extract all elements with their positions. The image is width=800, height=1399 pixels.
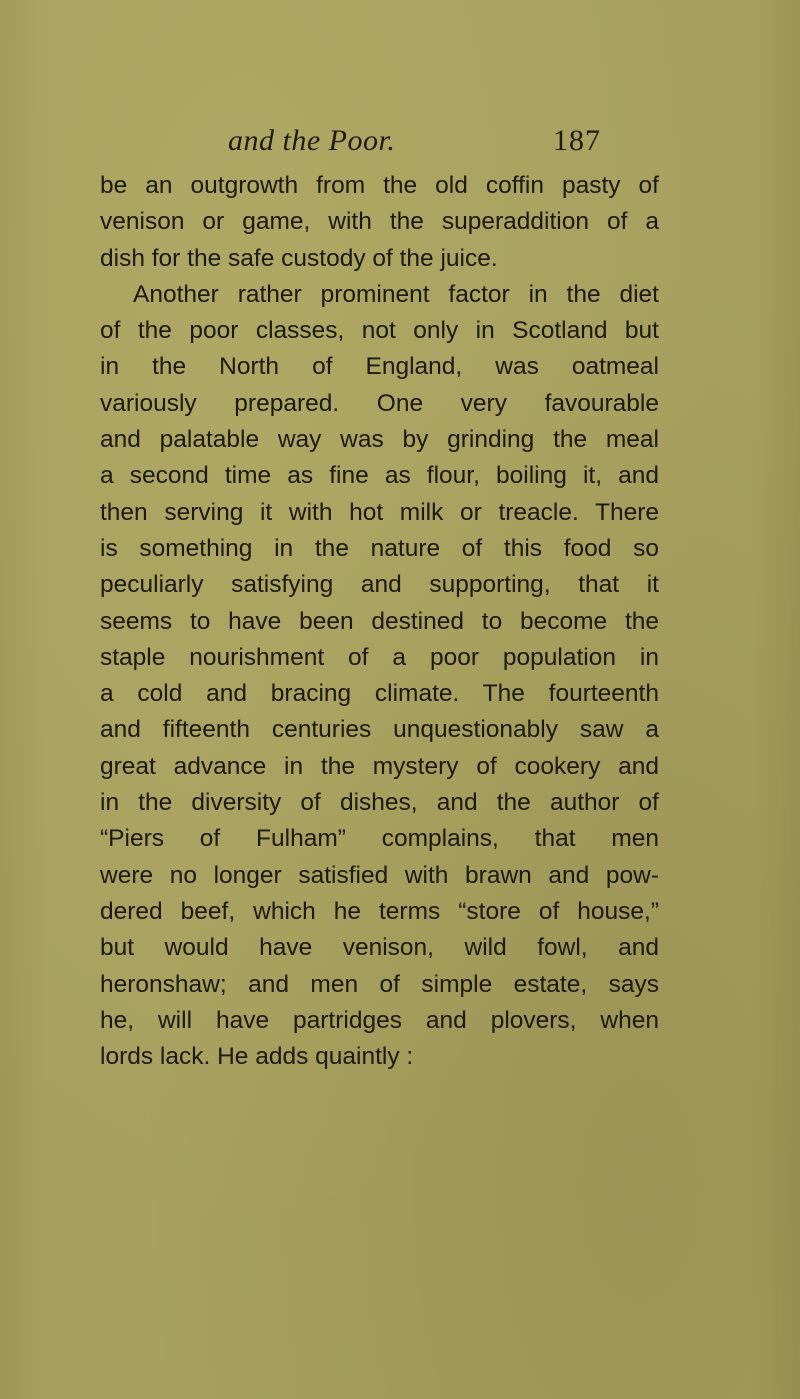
body-text [100,168,659,1075]
text-line: seems to have been destined to become the [100,607,659,635]
text-line: then serving it with hot milk or treacle. There [100,498,659,526]
text-line: in the North of England, was oatmeal [100,353,659,381]
text-line: of the poor classes, not only in Scotland but [100,317,659,345]
text-line: dered beef, which he terms “store of house,” [100,897,659,925]
text-line: in the diversity of dishes, and the author of [100,789,659,817]
page-number: 187 [553,124,601,157]
text-line: is something in the nature of this food so [100,534,659,562]
text-line: a second time as fine as flour, boiling it, and [100,462,659,490]
text-line: lords lack. He adds quaintly : [100,1043,414,1071]
text-line: heronshaw; and men of simple estate, says [100,970,659,998]
text-line: “Piers of Fulham” complains, that men [100,825,659,853]
text-line: were no longer satisfied with brawn and pow- [100,861,659,889]
text-line: a cold and bracing climate. The fourteenth [100,680,659,708]
running-head [0,118,800,162]
text-line: staple nourishment of a poor population in [100,643,659,671]
text-line: dish for the safe custody of the juice. [100,244,498,272]
text-line: he, will have partridges and plovers, when [100,1006,659,1034]
text-line: and palatable way was by grinding the meal [100,426,659,454]
text-line: peculiarly satisfying and supporting, that it [100,571,659,599]
text-line: be an outgrowth from the old coffin pasty of [100,172,659,199]
text-line: but would have venison, wild fowl, and [100,934,659,962]
text-line: Another rather prominent factor in the diet [133,280,659,308]
running-title: and the Poor. [228,124,396,157]
text-line: venison or game, with the superaddition of a [100,208,659,236]
text-line: great advance in the mystery of cookery and [100,752,659,780]
text-line: and fifteenth centuries unquestionably saw a [100,716,659,744]
text-line: variously prepared. One very favourable [100,389,659,417]
